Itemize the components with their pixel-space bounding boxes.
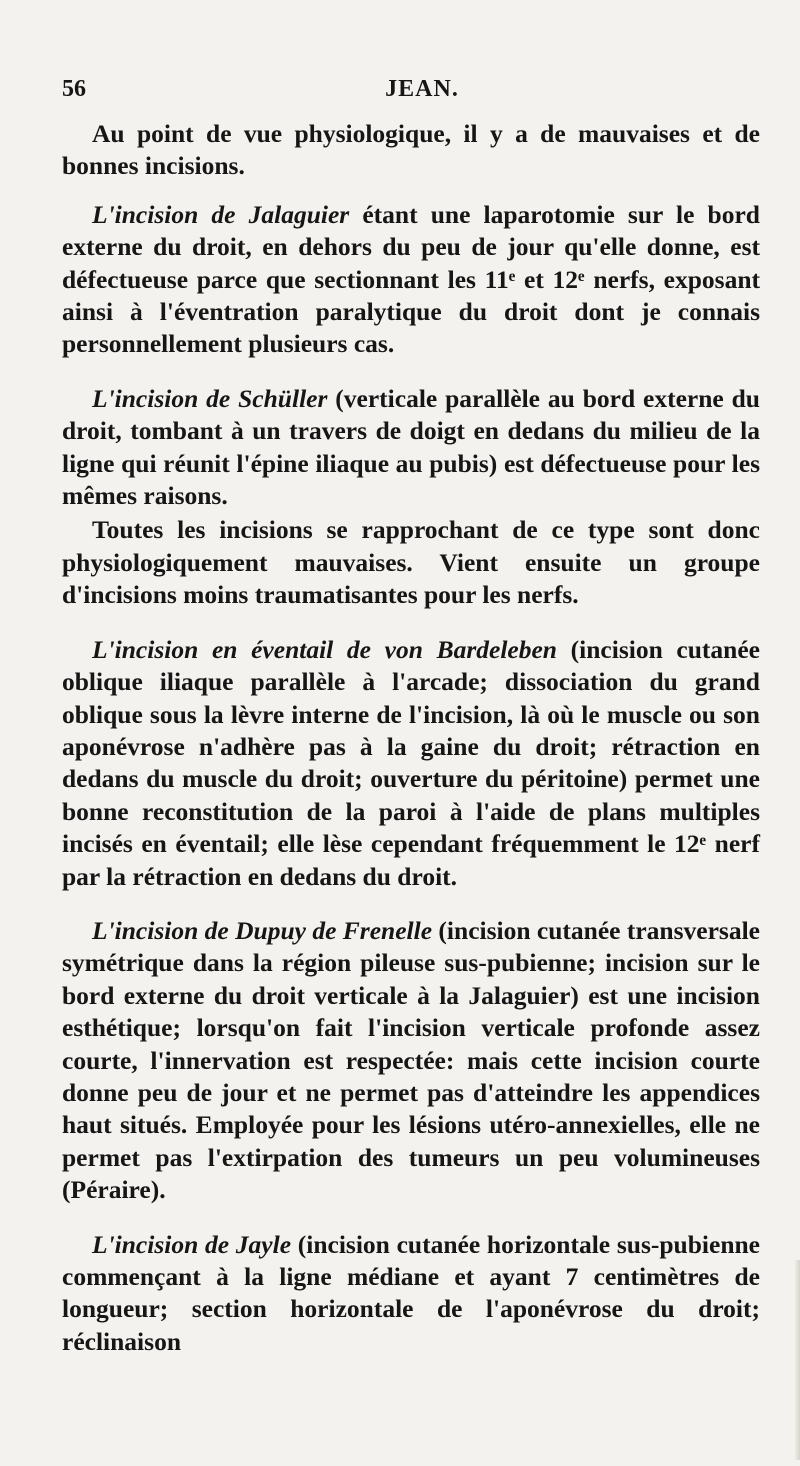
incision-name: L'incision de Dupuy de Frenelle	[92, 915, 433, 945]
incision-name: L'incision en éventail de von Bardeleben	[92, 634, 557, 664]
paragraph-text: Toutes les incisions se rapprochant de ce type sont donc physiologiquement mauvaises. Vient ensuite un groupe d'incisions moins traumatisantes pour les nerfs.	[62, 515, 760, 610]
paragraph-text: (incision cutanée horizontale sus-pubienne commençant à la ligne médiane et ayant 7 centimètres de longueur; section horizontale de l'aponévrose du droit; réclinaison	[62, 1229, 760, 1356]
paragraph-text: étant une laparotomie sur le bord externe du droit, en dehors du peu de jour qu'elle donne, est défectueuse parce que sectionnant les 11ᵉ et 12ᵉ nerfs, exposant ainsi à l'éventration paralytique du droit dont je connais personnellement plusieurs cas.	[62, 199, 760, 359]
paragraph-intro	[62, 118, 760, 183]
page-header	[62, 76, 760, 106]
paragraph-text: (verticale parallèle au bord externe du droit, tombant à un travers de doigt en dedans du milieu de la ligne qui réunit l'épine iliaque au pubis) est défectueuse pour les mêmes raisons.	[62, 383, 760, 511]
incision-name: L'incision de Schüller	[92, 383, 328, 413]
paragraph-bardeleben	[62, 634, 760, 893]
body-text	[62, 118, 760, 1358]
paragraph-jayle	[62, 1229, 760, 1359]
running-title: JEAN.	[385, 76, 459, 102]
paragraph-schuller	[62, 383, 760, 513]
incision-name: L'incision de Jalaguier	[92, 199, 350, 229]
paragraph-type	[62, 514, 760, 611]
page-number: 56	[62, 76, 86, 102]
paragraph-jalaguier	[62, 199, 760, 361]
paragraph-text: Au point de vue physiologique, il y a de mauvaises et de bonnes incisions.	[62, 119, 760, 181]
paragraph-text: (incision cutanée oblique iliaque parallèle à l'arcade; dissociation du grand oblique sous la lèvre interne de l'incision, là où le muscle ou son aponévrose n'adhère pas à la gaine du droit; rétraction en dedans du muscle du droit; ouverture du péritoine) permet une bonne reconstitution de la paroi à l'aide de plans multiples incisés en éventail; elle lèse cependant fréquemment le 12ᵉ nerf par la rétraction en dedans du droit.	[62, 634, 760, 891]
incision-name: L'incision de Jayle	[92, 1229, 292, 1259]
paragraph-dupuy	[62, 915, 760, 1207]
page-edge-shadow	[794, 1260, 800, 1460]
paragraph-text: (incision cutanée transversale symétrique dans la région pileuse sus-pubienne; incision sur le bord externe du droit verticale à la Jalaguier) est une incision esthétique; lorsqu'on fait l'incision verticale profonde assez courte, l'innervation est respectée: mais cette incision courte donne peu de jour et ne permet pas d'atteindre les appendices haut situés. Employée pour les lésions utéro-annexielles, elle ne permet pas l'extirpation des tumeurs un peu volumineuses (Péraire).	[62, 915, 760, 1205]
